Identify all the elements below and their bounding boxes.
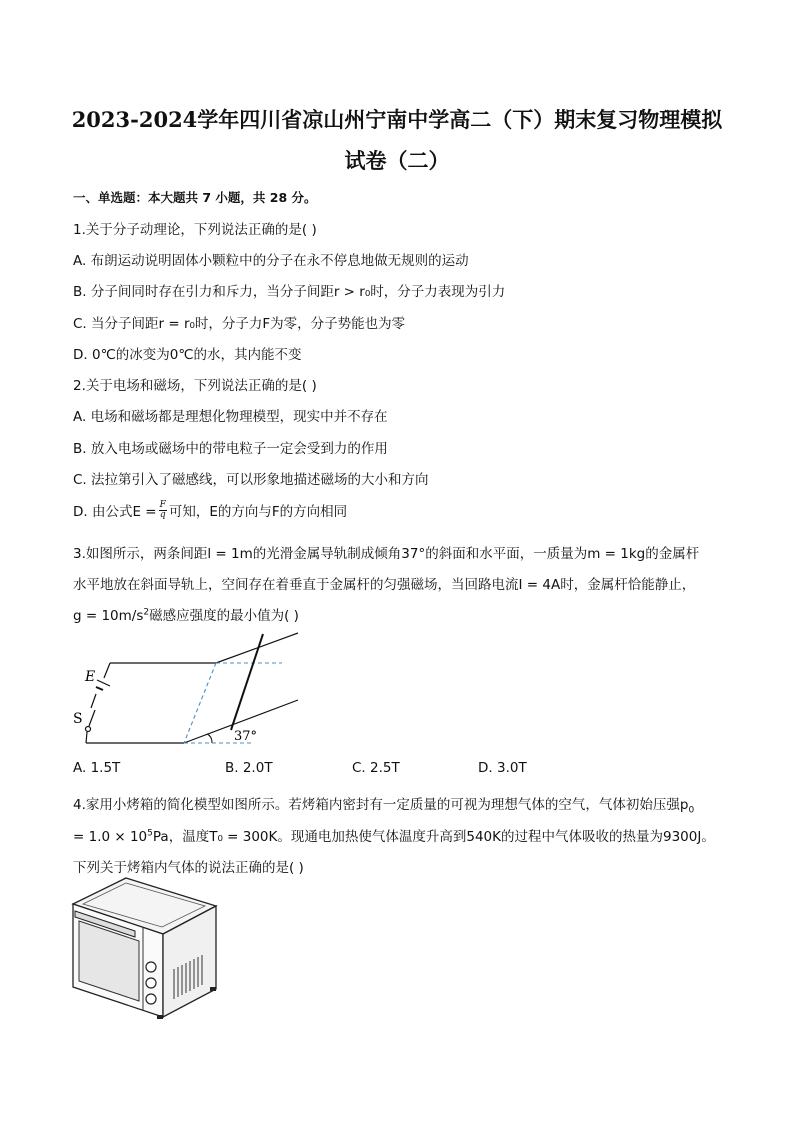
left-wire-bottom xyxy=(86,732,87,743)
question-2-stem: 2.关于电场和磁场，下列说法正确的是( ) xyxy=(73,378,317,394)
question-2-option-d xyxy=(73,500,347,520)
option-d-suffix: 可知，E的方向与F的方向相同 xyxy=(168,504,348,520)
question-3-line-2: 水平地放在斜面导轨上，空间存在着垂直于金属杆的匀强磁场，当回路电流I = 4A时，金属杆恰能静止， xyxy=(73,577,696,593)
question-3-option-d: D. 3.0T xyxy=(478,760,527,776)
oven-illustration xyxy=(71,877,221,1022)
exponent: 2 xyxy=(143,607,150,618)
question-4-line-3: 下列关于烤箱内气体的说法正确的是( ) xyxy=(73,860,304,876)
question-3-ask: 磁感应强度的最小值为( ) xyxy=(149,608,299,624)
question-3-option-c: C. 2.5T xyxy=(352,760,400,776)
gravity-value: g = 10m/s xyxy=(73,608,144,624)
question-4-text: 4.家用小烤箱的简化模型如图所示。若烤箱内密封有一定质量的可视为理想气体的空气，气体初始压强p xyxy=(73,797,689,813)
question-1-option-d: D. 0℃的冰变为0℃的水，其内能不变 xyxy=(73,347,302,363)
question-4-line-2 xyxy=(73,825,715,845)
battery-label: E xyxy=(85,669,96,685)
switch-contact xyxy=(86,727,91,732)
fraction xyxy=(159,501,167,520)
question-3-line-1: 3.如图所示，两条间距l = 1m的光滑金属导轨制成倾角37°的斜面和水平面，一质量为m = 1kg的金属杆 xyxy=(73,546,700,562)
question-2-option-a: A. 电场和磁场都是理想化物理模型，现实中并不存在 xyxy=(73,409,388,425)
battery-plate-long xyxy=(97,680,110,686)
page-title-line2: 试卷（二） xyxy=(344,148,450,173)
question-4-conditions: Pa，温度T₀ = 300K。现通电加热使气体温度升高到540K的过程中气体吸收的热量为9300J。 xyxy=(152,829,715,845)
question-4-line-1 xyxy=(73,793,694,816)
question-1-option-a: A. 布朗运动说明固体小颗粒中的分子在永不停息地做无规则的运动 xyxy=(73,253,469,269)
left-wire-mid xyxy=(91,694,96,708)
angle-label: 37° xyxy=(234,729,258,744)
pressure-value: = 1.0 × 10 xyxy=(73,829,148,845)
question-1-stem: 1.关于分子动理论，下列说法正确的是( ) xyxy=(73,222,317,238)
battery-plate-short xyxy=(96,687,103,690)
incline-rail-diagram xyxy=(72,630,312,760)
switch-label: S xyxy=(73,711,83,727)
exponent: 5 xyxy=(147,828,153,839)
question-1-option-c: C. 当分子间距r = r₀时，分子力F为零，分子势能也为零 xyxy=(73,316,406,332)
question-2-option-b: B. 放入电场或磁场中的带电粒子一定会受到力的作用 xyxy=(73,441,388,457)
oven-foot-back xyxy=(210,987,216,991)
subscript: 0 xyxy=(688,805,695,816)
control-knob-bottom xyxy=(146,994,156,1004)
fraction-denominator: q xyxy=(159,509,166,520)
fraction-numerator: F xyxy=(159,499,166,510)
upper-incline-rail xyxy=(216,633,298,663)
oven-foot-front xyxy=(157,1015,163,1019)
page-title: 2023-2024学年四川省凉山州宁南中学高二（下）期末复习物理模拟 xyxy=(71,107,723,132)
control-knob-top xyxy=(146,962,156,972)
switch-lever xyxy=(89,710,95,726)
question-2-option-c: C. 法拉第引入了磁感线，可以形象地描述磁场的大小和方向 xyxy=(73,472,429,488)
control-knob-middle xyxy=(146,978,156,988)
question-1-option-b: B. 分子间同时存在引力和斥力，当分子间距r > r₀时，分子力表现为引力 xyxy=(73,284,506,300)
section-header: 一、单选题：本大题共 7 小题，共 28 分。 xyxy=(73,190,317,205)
left-wire-top xyxy=(104,663,110,678)
dashed-connector xyxy=(184,663,216,743)
option-d-prefix: D. 由公式E = xyxy=(73,504,157,520)
question-3-option-b: B. 2.0T xyxy=(225,760,273,776)
question-3-option-a: A. 1.5T xyxy=(73,760,121,776)
question-3-line-3 xyxy=(73,604,299,624)
angle-arc xyxy=(207,734,212,743)
